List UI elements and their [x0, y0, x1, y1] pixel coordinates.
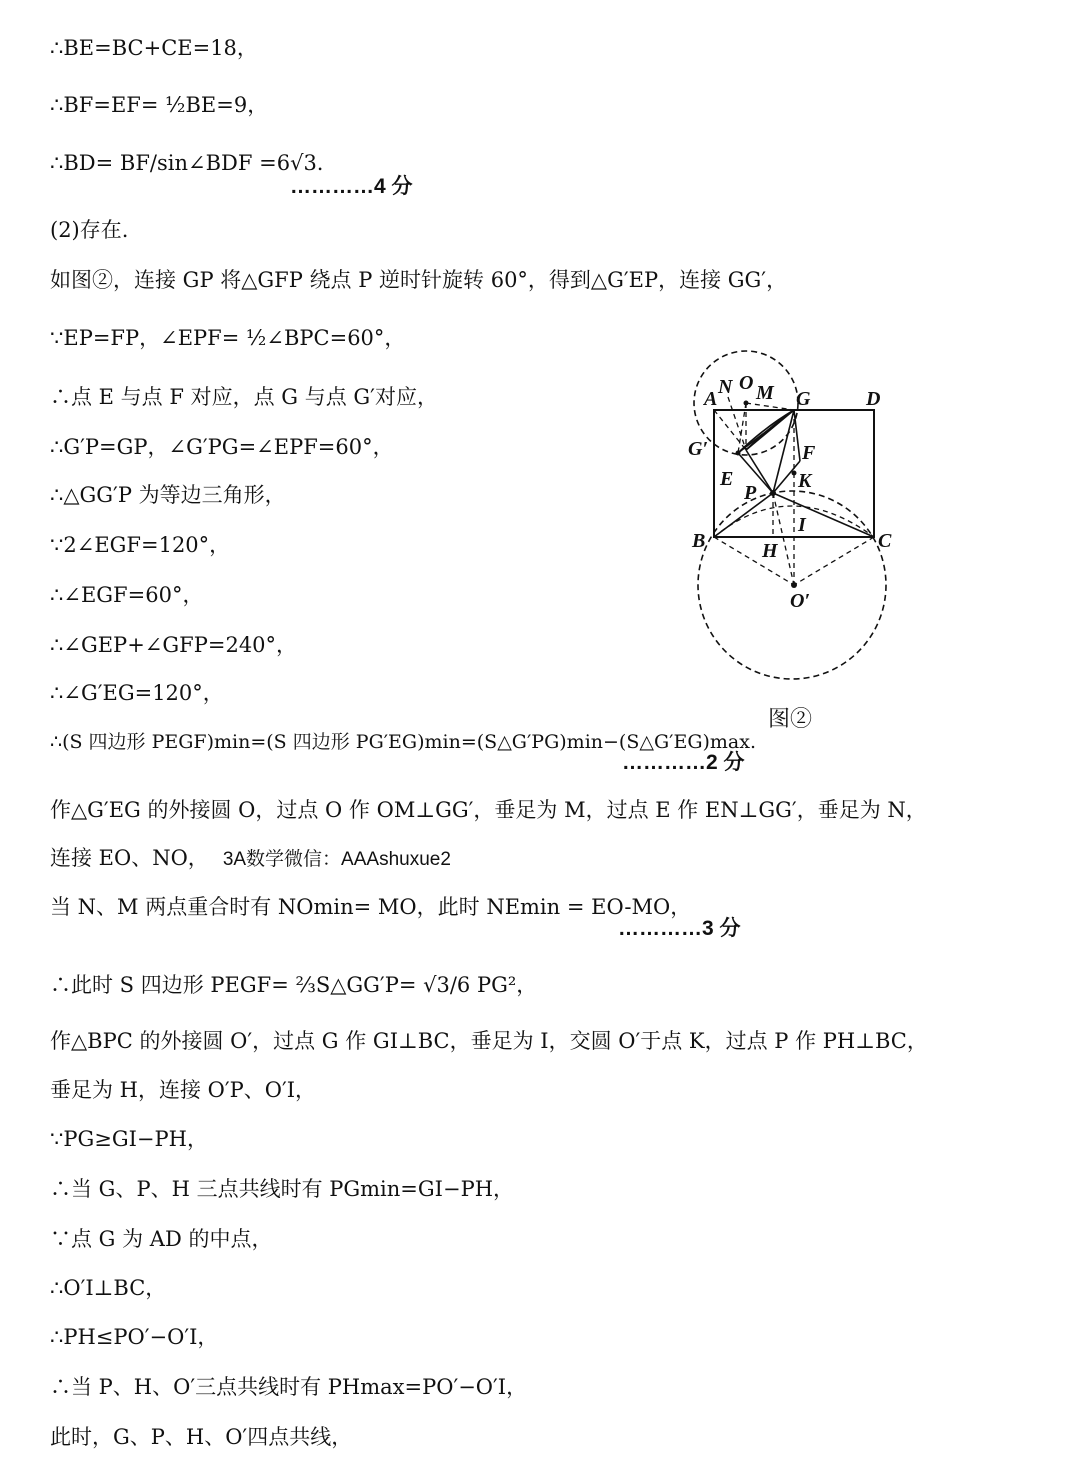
text-line: 垂足为 H，连接 O′P、O′I，	[50, 1078, 317, 1102]
text-line: ∴当 G、P、H 三点共线时有 PGmin=GI−PH，	[50, 1177, 515, 1201]
point-K	[792, 471, 797, 476]
text-span: 连接 EO、NO，	[50, 846, 209, 870]
label-D: D	[866, 388, 881, 410]
score-mark: …………2 分	[622, 751, 745, 774]
text-line: 作△BPC 的外接圆 O′，过点 G 作 GI⊥BC，垂足为 I，交圆 O′于点 K，过点 P 作 PH⊥BC，	[50, 1029, 928, 1053]
label-E: E	[720, 468, 734, 490]
text-line: 此时，G、P、H、O′四点共线，	[50, 1425, 353, 1449]
wechat-note: 3A数学微信：AAAshuxue2	[222, 849, 451, 870]
point-O-prime	[791, 582, 797, 588]
text-line: ∴点 E 与点 F 对应，点 G 与点 G′对应，	[50, 385, 438, 409]
label-M: M	[756, 382, 774, 404]
text-line: ∵2∠EGF=120°，	[50, 533, 231, 557]
text-line: ∴BE=BC+CE=18，	[50, 36, 258, 60]
score-mark: …………4 分	[290, 175, 413, 198]
label-G: G	[796, 388, 811, 410]
label-N: N	[718, 376, 733, 398]
text-line: ∴(S 四边形 PEGF)min=(S 四边形 PG′EG)min=(S△G′PG)min−(S△G′EG)max.	[50, 731, 757, 753]
label-A: A	[704, 388, 718, 410]
text-line: ∴∠EGF=60°，	[50, 583, 204, 607]
dashed-CO-prime	[794, 537, 874, 585]
label-G-prime: G′	[688, 438, 709, 460]
figure-caption: 图②	[768, 707, 813, 732]
text-line: 如图②，连接 GP 将△GFP 绕点 P 逆时针旋转 60°，得到△G′EP，连接 GG′，	[50, 268, 788, 292]
dashed-BO-prime	[714, 537, 794, 585]
text-line: ∵PG≥GI−PH，	[50, 1127, 208, 1151]
point-G-prime	[736, 451, 741, 456]
geometry-figure	[680, 335, 910, 705]
text-line: 作△G′EG 的外接圆 O，过点 O 作 OM⊥GG′，垂足为 M，过点 E 作 EN⊥GG′，垂足为 N，	[50, 798, 927, 822]
label-B: B	[692, 530, 706, 552]
label-K: K	[798, 470, 812, 492]
label-C: C	[878, 530, 892, 552]
text-line: ∴O′I⊥BC，	[50, 1276, 167, 1300]
text-line: ∴PH≤PO′−O′I，	[50, 1325, 219, 1349]
text-line: ∴BF=EF= ½BE=9，	[50, 93, 269, 117]
point-O	[744, 401, 749, 406]
text-line: ∴当 P、H、O′三点共线时有 PHmax=PO′−O′I，	[50, 1375, 528, 1399]
label-H: H	[762, 540, 778, 562]
segment-GF	[794, 410, 800, 461]
text-line: ∵点 G 为 AD 的中点，	[50, 1227, 273, 1251]
text-line: 当 N、M 两点重合时有 NOmin= MO，此时 NEmin = EO-MO，	[50, 895, 692, 919]
text-line: ∴此时 S 四边形 PEGF= ⅔S△GG′P= √3/6 PG²，	[50, 973, 538, 997]
point-P	[770, 490, 776, 496]
dashed-OG	[746, 403, 794, 410]
segment-CP	[773, 493, 874, 537]
text-line: ∴∠GEP+∠GFP=240°，	[50, 633, 298, 657]
text-line: ∴BD= BF/sin∠BDF =6√3.	[50, 151, 324, 175]
text-line: ∴△GG′P 为等边三角形，	[50, 483, 286, 507]
text-line: ∴G′P=GP，∠G′PG=∠EPF=60°，	[50, 435, 394, 459]
label-I: I	[798, 514, 806, 536]
label-F: F	[802, 442, 816, 464]
label-O: O	[739, 372, 754, 394]
score-mark: …………3 分	[618, 917, 741, 940]
text-line: ∴∠G′EG=120°，	[50, 681, 224, 705]
label-O-prime: O′	[790, 590, 811, 612]
text-line: (2)存在.	[50, 218, 129, 242]
text-line	[50, 843, 451, 875]
label-P: P	[744, 482, 757, 504]
text-line: ∵EP=FP，∠EPF= ½∠BPC=60°，	[50, 326, 406, 350]
